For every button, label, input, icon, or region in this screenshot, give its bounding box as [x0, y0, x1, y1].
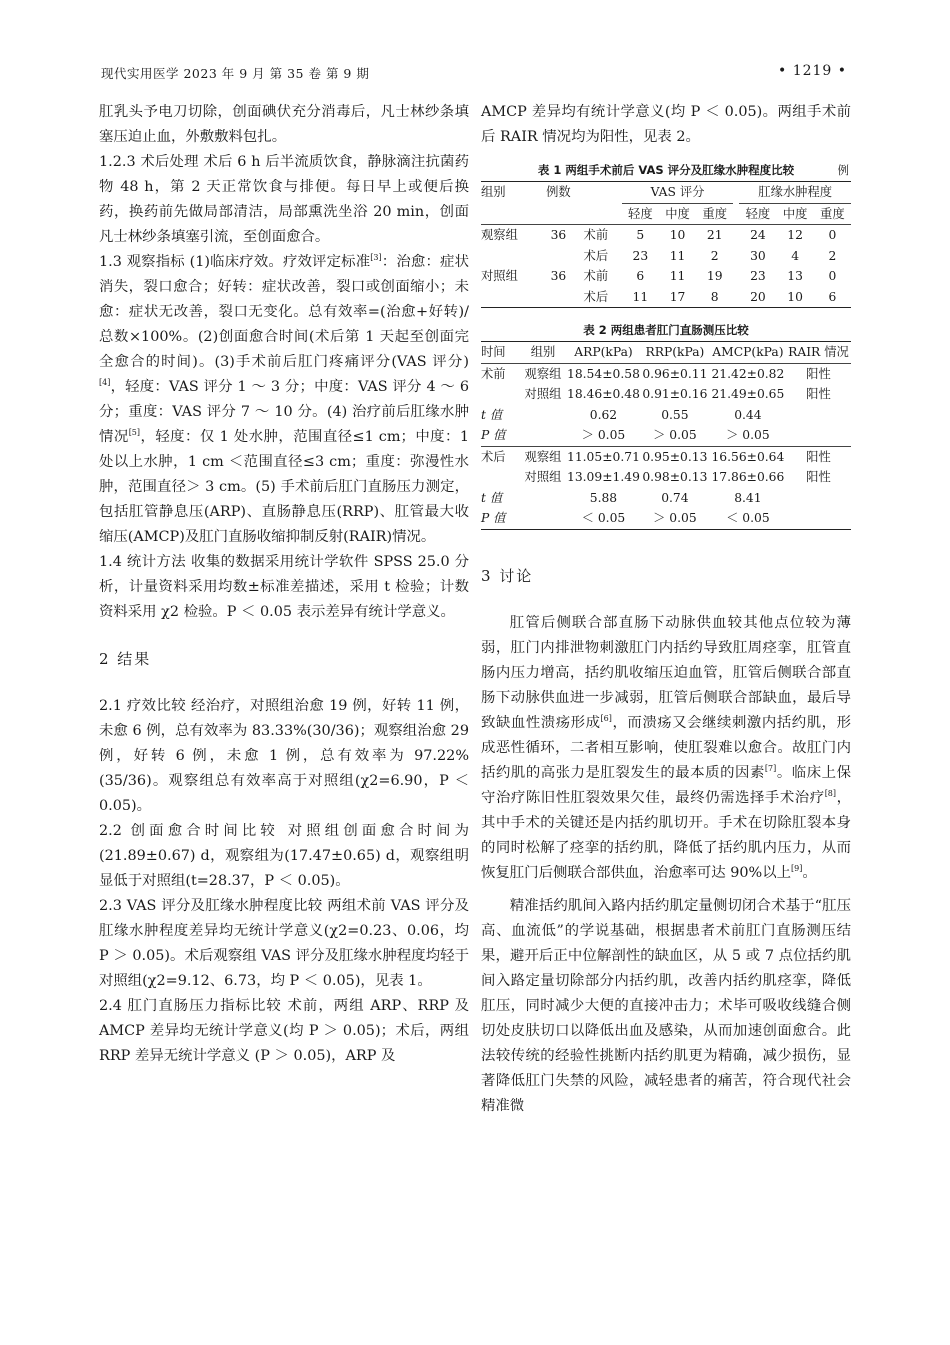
page-number: • 1219 • — [778, 63, 848, 79]
paragraph-surgery-end: 肛乳头予电刀切除，创面碘伏充分消毒后，凡士林纱条填塞压迫止血，外敷敷料包扎。 — [99, 104, 469, 145]
table1-header: 组别 — [481, 182, 533, 204]
table-row: 观察组 36 术前 5 10 21 24 12 0 — [481, 228, 837, 242]
table2-title: 表 2 两组患者肛门直肠测压比较 — [583, 323, 749, 337]
table1-header: 肛缘水肿程度 — [739, 182, 851, 204]
paragraph-observation-indices: 1.3 观察指标 (1)临床疗效。疗效评定标准[3]：治愈：症状消失，裂口愈合；好转：症状改善，裂口或创面缩小；未愈：症状无改善，裂口无变化。总有效率=(治愈+好转)/总数×100%。(2)创面愈合时间(术后第 1 天起至创面完全愈合的时间)。(3)手术前后肛门疼痛评分(VAS 评分)[4]，轻度：VAS 评分 1 ～ 3 分；中度：VAS 评分 4 ～ 6 分；重度：VAS 评分 7 ～ 10 分。(4) 治疗前后肛缘水肿情况[5]，轻度：仅 1 处水肿，范围直径≤1 cm；中度：1 处以上水肿，1 cm ＜范围直径≤3 cm；重度：弥漫性水肿，范围直径＞ 3 cm。(5) 手术前后肛门直肠压力测定，包括肛管静息压(ARP)、直肠静息压(RRP)、肛管最大收缩压(AMCP)及肛门直肠收缩抑制反射(RAIR)情况。 — [99, 253, 469, 545]
table2-header: AMCP(kPa) — [710, 342, 786, 364]
section-heading-discussion: 3 讨论 — [481, 566, 534, 585]
table-row: 术后 11 17 8 20 10 6 — [481, 287, 851, 308]
table-row: 术后 23 11 2 30 4 2 — [583, 248, 837, 263]
table-row: t 值 0.62 0.55 0.44 — [481, 407, 762, 422]
table1-header: 轻度 — [622, 203, 659, 225]
journal-header: 现代实用医学 2023 年 9 月 第 35 卷 第 9 期 — [101, 66, 370, 81]
table1-header: VAS 评分 — [622, 182, 734, 204]
table2-header: RAIR 情况 — [786, 342, 851, 364]
ref-3: [3] — [370, 253, 382, 262]
paragraph-amcp: AMCP 差异均有统计学意义(均 P ＜ 0.05)。两组手术前后 RAIR 情况均为阳性，见表 2。 — [481, 104, 851, 145]
table1-header: 例数 — [533, 182, 583, 204]
table2-header: 组别 — [519, 342, 567, 364]
table-row: 对照组 18.46±0.48 0.91±0.16 21.49±0.65 阳性 — [524, 387, 831, 401]
table1 — [481, 181, 851, 308]
right-column — [481, 100, 851, 1119]
ref-9: [9] — [790, 863, 803, 873]
section-heading-results: 2 结果 — [99, 650, 152, 668]
table1-header: 轻度 — [739, 203, 776, 225]
table-row: 对照组 13.09±1.49 0.98±0.13 17.86±0.66 阳性 — [524, 470, 831, 484]
paragraph-vas-edema: 2.3 VAS 评分及肛缘水肿程度比较 两组术前 VAS 评分及肛缘水肿程度差异均无统计学意义(χ2=0.23、0.06，均 P ＞ 0.05)。术后观察组 VAS 评分及肛缘水肿程度均轻于对照组(χ2=9.12、6.73，均 P ＜ 0.05)，见表 1。 — [99, 898, 469, 989]
table-row: 术后 观察组 11.05±0.71 0.95±0.13 16.56±0.64 阳性 — [481, 449, 831, 464]
table-row: 术前 观察组 18.54±0.58 0.96±0.11 21.42±0.82 阳性 — [481, 366, 831, 381]
ref-8: [8] — [824, 788, 837, 798]
paragraph-statistics: 1.4 统计方法 收集的数据采用统计学软件 SPSS 25.0 分析，计量资料采用均数±标准差描述，采用 t 检验；计数资料采用 χ2 检验。P ＜ 0.05 表示差异有统计学意义。 — [99, 554, 469, 620]
paragraph-healing-time: 2.2 创面愈合时间比较 对照组创面愈合时间为(21.89±0.67) d，观察组为(17.47±0.65) d，观察组明显低于对照组(t=28.37，P ＜ 0.05)。 — [99, 823, 469, 889]
table1-header: 重度 — [814, 203, 851, 225]
paragraph-postop-care: 1.2.3 术后处理 术后 6 h 后半流质饮食，静脉滴注抗菌药物 48 h，第 2 天正常饮食与排便。每日早上或便后换药，换药前先做局部清洁，局部熏洗坐浴 20 min，创面凡士林纱条填塞引流，至创面愈合。 — [99, 154, 469, 245]
table2-header: 时间 — [481, 342, 519, 364]
table-row: 对照组 36 术前 6 11 19 23 13 0 — [481, 269, 837, 283]
table-row: t 值 5.88 0.74 8.41 — [481, 490, 762, 505]
ref-5: [5] — [128, 428, 141, 437]
table1-header: 重度 — [696, 203, 733, 225]
ref-6: [6] — [600, 713, 612, 723]
table-row: P 值 ＞ 0.05 ＞ 0.05 ＞ 0.05 — [481, 425, 851, 446]
table-row: P 值 ＜ 0.05 ＞ 0.05 ＜ 0.05 — [481, 508, 851, 529]
ref-4: [4] — [99, 378, 111, 387]
table2 — [481, 341, 851, 530]
table1-header: 中度 — [659, 203, 696, 225]
table2-header: RRP(kPa) — [640, 342, 710, 364]
table1-title: 表 1 两组手术前后 VAS 评分及肛缘水肿程度比较 例 — [537, 163, 849, 177]
paragraph-discussion-1: 肛管后侧联合部直肠下动脉供血较其他点位较为薄弱，肛门内排泄物刺激肛门内括约导致肛周痉挛，肛管直肠内压力增高，括约肌收缩压迫血管，肛管后侧联合部直肠下动脉供血进一步减弱，肛管后侧联合部缺血，最后导致缺血性溃疡形成[6]，而溃疡又会继续刺激内括约肌，形成恶性循环，二者相互影响，使肛裂难以愈合。故肛门内括约肌的高张力是肛裂发生的最本质的因素[7]。临床上保守治疗陈旧性肛裂效果欠佳，最终仍需选择手术治疗[8]，其中手术的关键还是内括约肌切开。手术在切除肛裂本身的同时松解了痉挛的括约肌，降低了括约肌内压力，从而恢复肛门后侧联合部供血，治愈率可达 90%以上[9]。 — [481, 614, 851, 881]
left-column — [99, 100, 469, 1069]
paragraph-pressure: 2.4 肛门直肠压力指标比较 术前，两组 ARP、RRP 及 AMCP 差异均无统计学意义(均 P ＞ 0.05)；术后，两组 RRP 差异无统计学意义 (P ＞ 0.05)，ARP 及 — [99, 998, 469, 1064]
paragraph-discussion-2: 精准括约肌间入路内括约肌定量侧切闭合术基于“肛压高、血流低”的学说基础，根据患者术前肛门直肠测压结果，避开后正中位解剖性的缺血区，从 5 或 7 点位括约肌间入路定量切除部分内括约肌，改善内括约肌痉挛，降低肛压，同时减少大便的直接冲击力；术毕可吸收线缝合侧切处皮肤切口以降低出血及感染，从而加速创面愈合。此法较传统的经验性挑断内括约肌更为精确，减少损伤，显著降低肛门失禁的风险，减轻患者的痛苦，符合现代社会精准微 — [481, 897, 851, 1114]
table1-header: 中度 — [777, 203, 814, 225]
ref-7: [7] — [764, 763, 777, 773]
table2-header: ARP(kPa) — [567, 342, 640, 364]
table1-unit: 例 — [837, 163, 849, 177]
paragraph-efficacy: 2.1 疗效比较 经治疗，对照组治愈 19 例，好转 11 例，未愈 6 例，总有效率为 83.33%(30/36)；观察组治愈 29 例，好转 6 例，未愈 1 例，总有效率为 97.22%(35/36)。观察组总有效率高于对照组(χ2=6.90，P ＜ 0.05)。 — [99, 698, 469, 814]
